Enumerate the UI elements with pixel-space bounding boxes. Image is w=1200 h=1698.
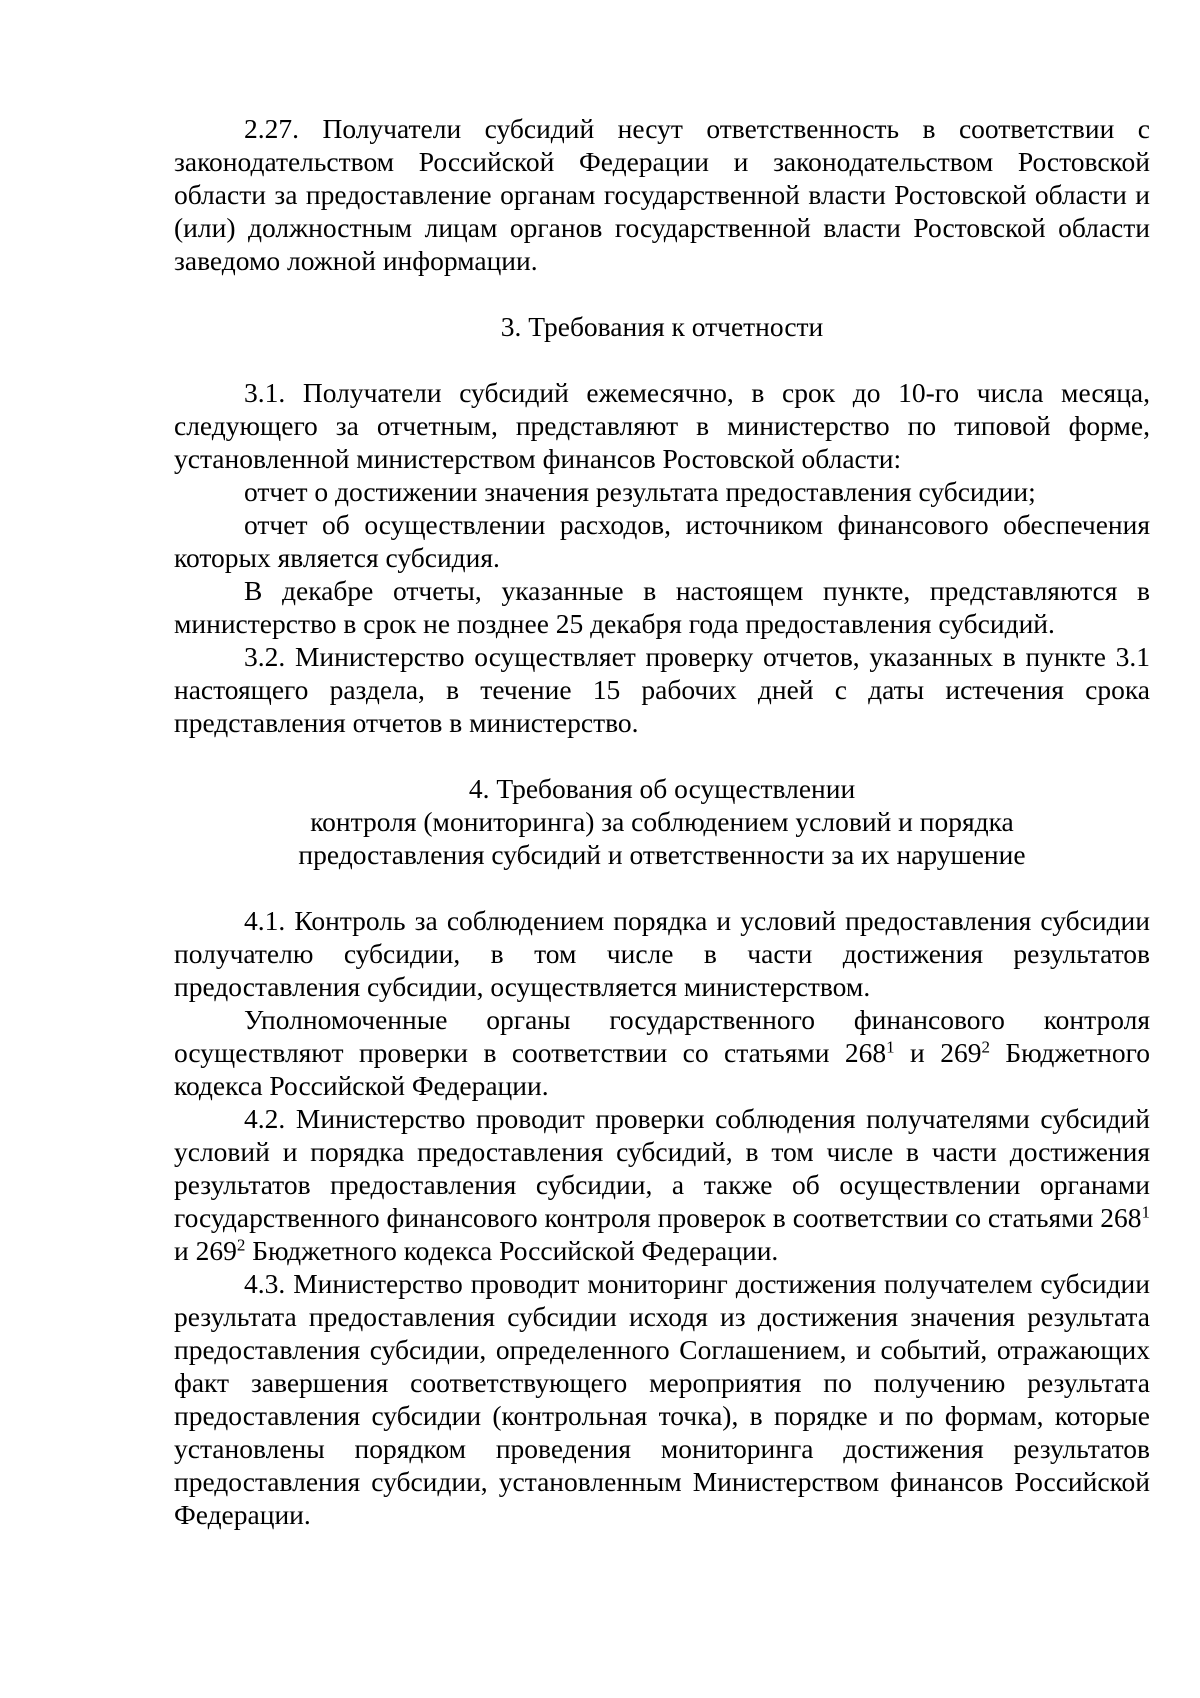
text-segment: и 269 <box>894 1037 982 1068</box>
section-4-heading-line-2: контроля (мониторинга) за соблюдением условий и порядка <box>310 806 1014 837</box>
spacer <box>174 871 1150 904</box>
paragraph-3-1-item-2: отчет об осуществлении расходов, источником финансового обеспечения которых является субсидия. <box>174 509 1150 573</box>
document-page <box>174 112 1150 1531</box>
text-segment: и 269 <box>174 1235 237 1266</box>
paragraph-3-1: 3.1. Получатели субсидий ежемесячно, в срок до 10-го числа месяца, следующего за отчетным, представляют в министерство по типовой форме, установленной министерством финансов Ростовской области: <box>174 377 1150 474</box>
spacer <box>174 343 1150 376</box>
section-4-heading <box>174 772 1150 871</box>
text-segment: Бюджетного кодекса Российской Федерации. <box>174 1037 1150 1101</box>
spacer <box>174 277 1150 310</box>
paragraph-4-3: 4.3. Министерство проводит мониторинг достижения получателем субсидии результата предоставления субсидии исходя из достижения значения результата предоставления субсидии, определенного Соглашением, и событий, отражающих факт завершения соответствующего мероприятия по получению результата предоставления субсидии (контрольная точка), в порядке и по формам, которые установлены порядком проведения мониторинга достижения результатов предоставления субсидии, установленным Министерством финансов Российской Федерации. <box>174 1268 1150 1530</box>
paragraph-4-1-authorized-bodies <box>174 1003 1150 1102</box>
superscript: 1 <box>1141 1202 1150 1222</box>
superscript: 2 <box>981 1037 990 1057</box>
paragraph-3-1-item-1: отчет о достижении значения результата предоставления субсидии; <box>244 476 1036 507</box>
paragraph-3-1-december: В декабре отчеты, указанные в настоящем пункте, представляются в министерство в срок не позднее 25 декабря года предоставления субсидий. <box>174 575 1150 639</box>
text-segment: Уполномоченные органы государственного финансового контроля осуществляют проверки в соответствии со статьями 268 <box>174 1004 1150 1068</box>
section-4-heading-line-1: 4. Требования об осуществлении <box>468 773 856 804</box>
paragraph-4-2 <box>174 1102 1150 1267</box>
section-3-heading: 3. Требования к отчетности <box>500 311 824 342</box>
paragraph-2-27: 2.27. Получатели субсидий несут ответственность в соответствии с законодательством Российской Федерации и законодательством Ростовской области за предоставление органам государственной власти Ростовской области и (или) должностным лицам органов государственной власти Ростовской области заведомо ложной информации. <box>174 113 1150 276</box>
spacer <box>174 739 1150 772</box>
superscript: 2 <box>236 1235 246 1255</box>
text-segment: Бюджетного кодекса Российской Федерации. <box>245 1235 779 1266</box>
paragraph-4-1: 4.1. Контроль за соблюдением порядка и условий предоставления субсидии получателю субсидии, в том числе в части достижения результатов предоставления субсидии, осуществляется министерством. <box>174 905 1150 1002</box>
section-4-heading-line-3: предоставления субсидий и ответственности за их нарушение <box>298 839 1026 870</box>
text-segment: 4.2. Министерство проводит проверки соблюдения получателями субсидий условий и порядка предоставления субсидий, в том числе в части достижения результатов предоставления субсидии, а также об осуществлении органами государственного финансового контроля проверок в соответствии со статьями 268 <box>174 1103 1150 1233</box>
superscript: 1 <box>886 1037 895 1057</box>
paragraph-3-2: 3.2. Министерство осуществляет проверку отчетов, указанных в пункте 3.1 настоящего раздела, в течение 15 рабочих дней с даты истечения срока представления отчетов в министерство. <box>174 641 1150 738</box>
